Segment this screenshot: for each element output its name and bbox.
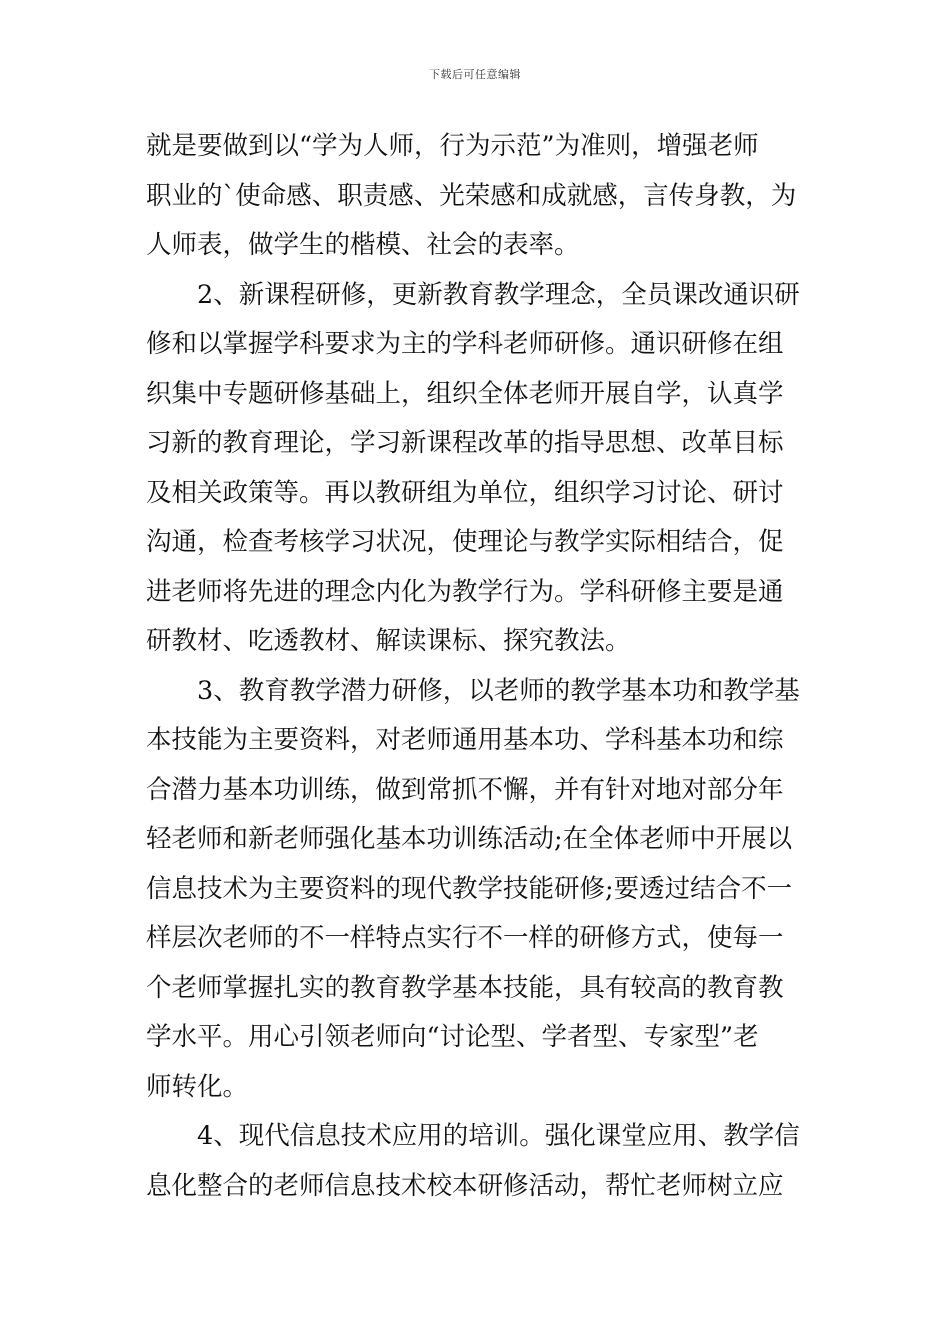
text-line: 个老师掌握扎实的教育教学基本技能，具有较高的教育教 [146,972,784,1003]
document-body [146,122,806,1211]
text-line: 4、现代信息技术应用的培训。强化课堂应用、教学信 [197,1121,800,1151]
text-line: 2、新课程研修，更新教育教学理念，全员课改通识研 [197,279,800,310]
text-line: 就是要做到以“学为人师，行为示范”为准则，增强老师 [146,131,759,161]
text-line: 息化整合的老师信息技术校本研修活动，帮忙老师树立应 [146,1170,784,1201]
text-line: 及相关政策等。再以教研组为单位，组织学习讨论、研讨 [146,477,784,508]
page-header: 下载后可任意编辑 [429,68,521,81]
text-line: 样层次老师的不一样特点实行不一样的研修方式，使每一 [146,923,784,953]
text-line: 本技能为主要资料，对老师通用基本功、学科基本功和综 [146,725,784,755]
text-line: 研教材、吃透教材、解读课标、探究教法。 [146,626,631,656]
text-line: 织集中专题研修基础上，组织全体老师开展自学，认真学 [146,378,784,409]
text-line: 3、教育教学潜力研修，以老师的教学基本功和教学基 [197,675,800,706]
text-line: 修和以掌握学科要求为主的学科老师研修。通识研修在组 [146,329,784,359]
text-line: 信息技术为主要资料的现代教学技能研修;要透过结合不一 [146,873,793,904]
text-line: 合潜力基本功训练，做到常抓不懈，并有针对地对部分年 [146,774,784,805]
text-line: 习新的教育理论，学习新课程改革的指导思想、改革目标 [146,428,784,458]
text-line: 轻老师和新老师强化基本功训练活动;在全体老师中开展以 [146,824,793,854]
text-line: 人师表，做学生的楷模、社会的表率。 [146,230,580,260]
text-line: 师转化。 [146,1071,249,1102]
text-line: 沟通，检查考核学习状况，使理论与教学实际相结合，促 [146,527,784,557]
text-line: 学水平。用心引领老师向“讨论型、学者型、专家型”老 [146,1022,759,1052]
text-line: 职业的`使命感、职责感、光荣感和成就感，言传身教，为 [146,180,797,211]
text-line: 进老师将先进的理念内化为教学行为。学科研修主要是通 [146,576,784,607]
